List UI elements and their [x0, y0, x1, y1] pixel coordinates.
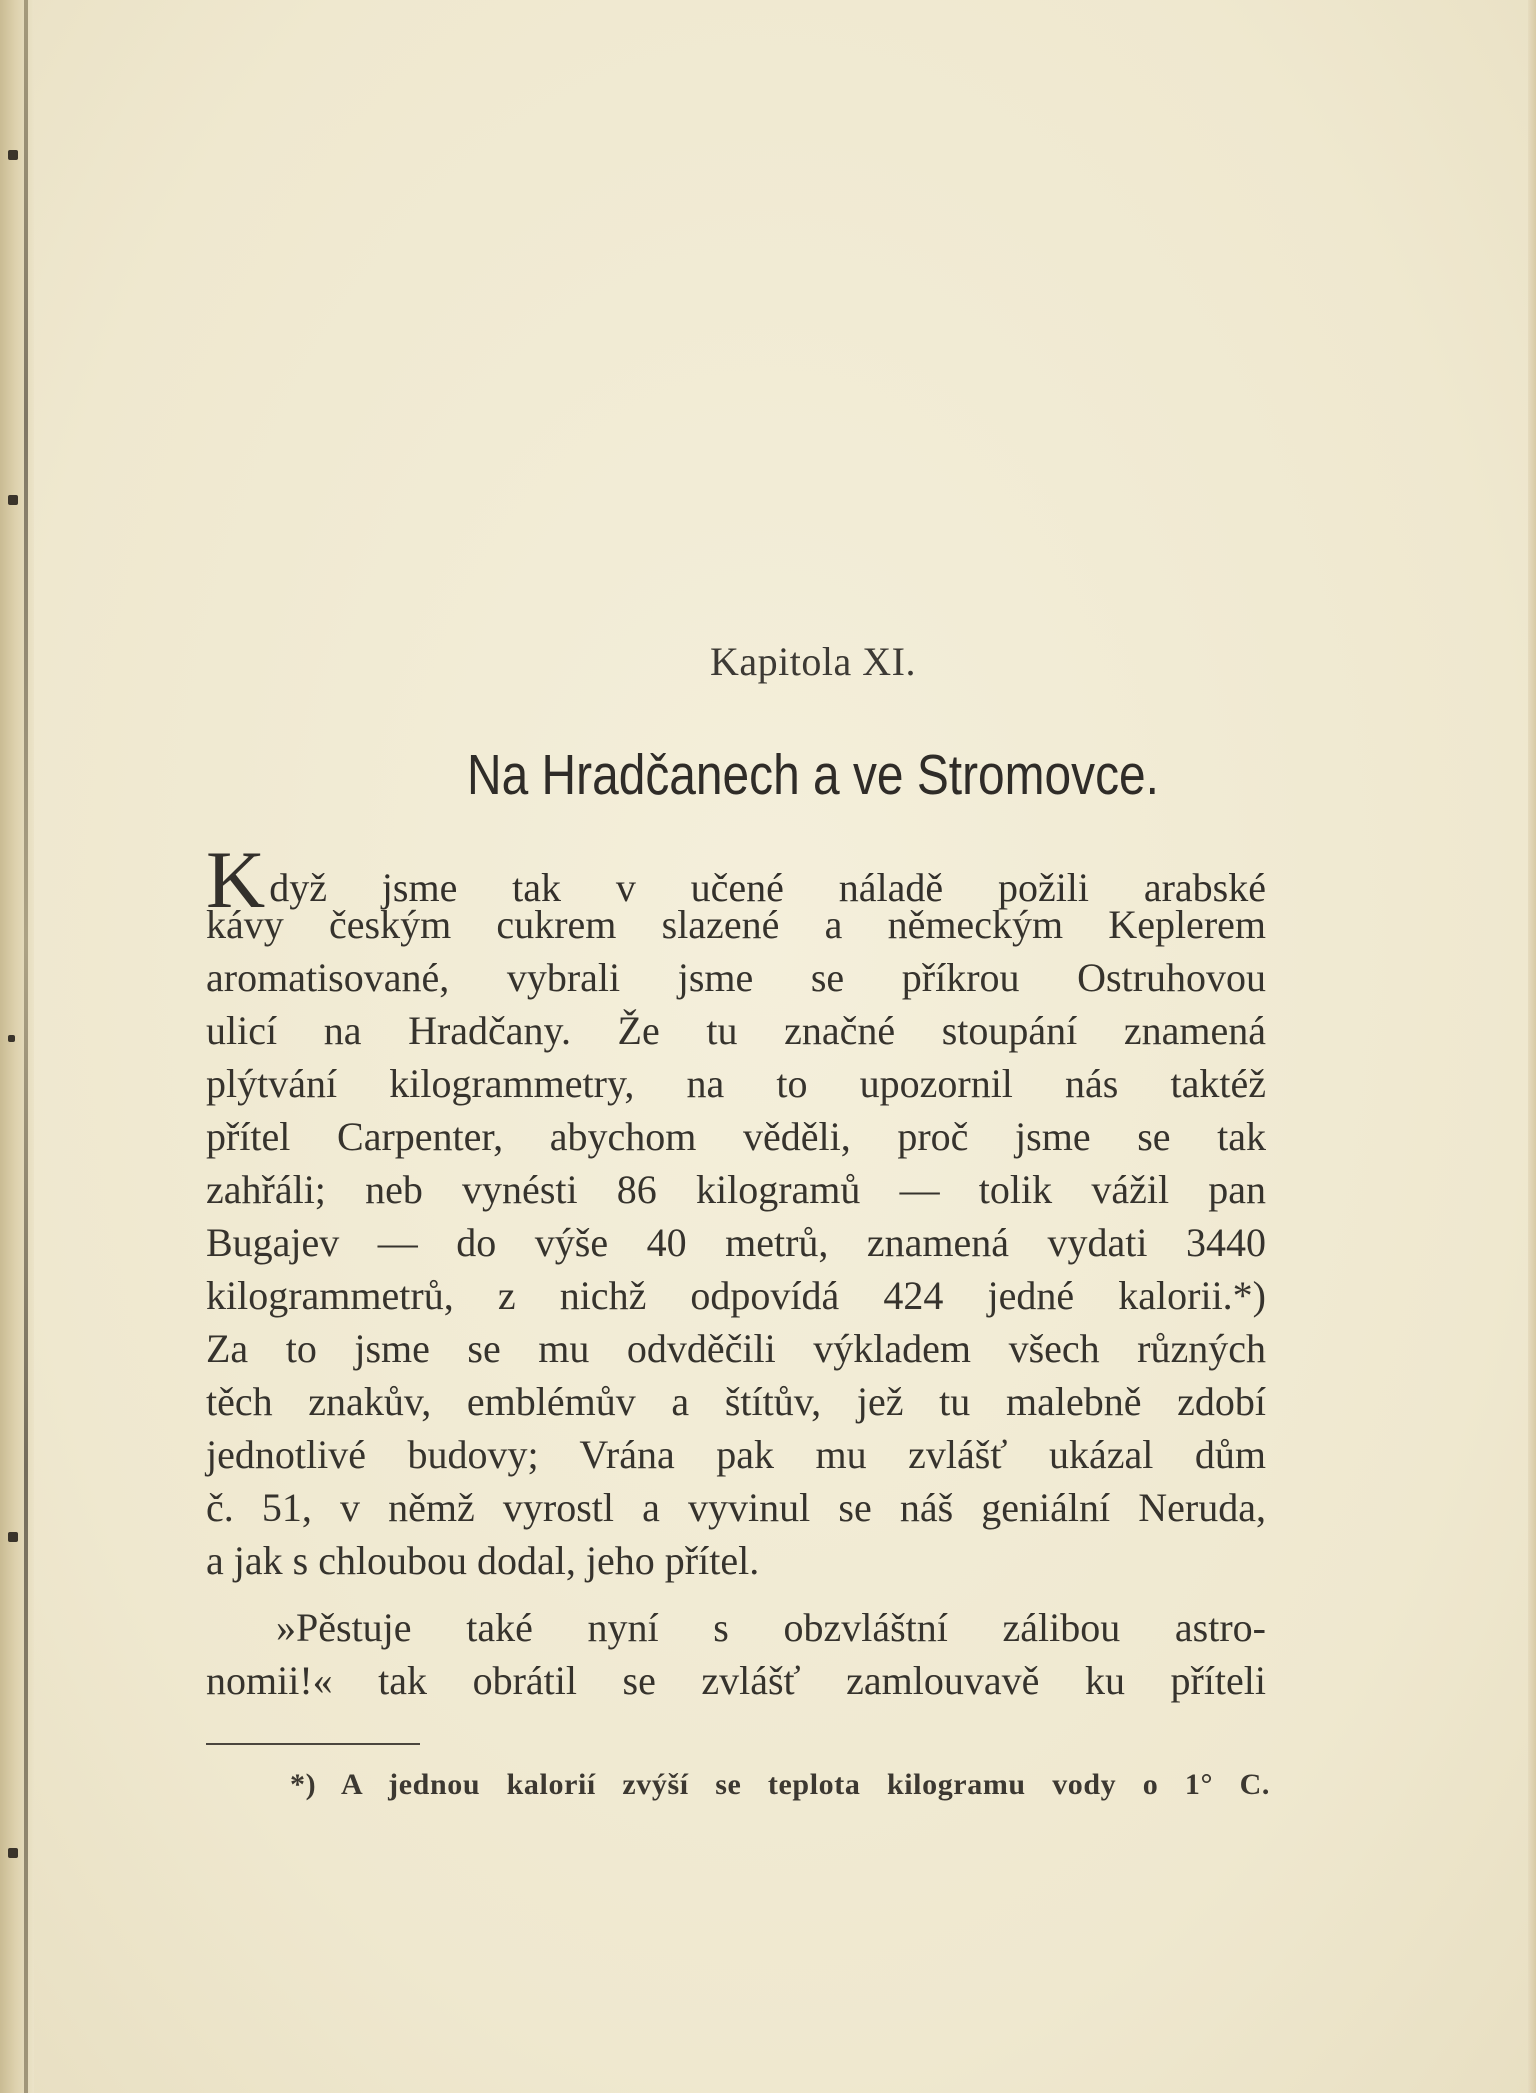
- body-text: [206, 834, 1266, 1707]
- chapter-title: Na Hradčanech a ve Stromovce.: [467, 743, 1159, 807]
- text-line: těch znakův, emblémův a štítův, jež tu malebně zdobí: [206, 1379, 1266, 1424]
- text-line: jednotlivé budovy; Vrána pak mu zvlášť ukázal dům: [206, 1432, 1266, 1477]
- binding-edge: [24, 0, 28, 2093]
- binding-mark: [8, 1035, 15, 1042]
- drop-cap: K: [206, 834, 266, 925]
- text-line: ulicí na Hradčany. Že tu značné stoupání znamená: [206, 1008, 1266, 1053]
- text-line: a jak s chloubou dodal, jeho přítel.: [206, 1538, 760, 1583]
- footnote: *) A jednou kalorií zvýší se teplota kilogramu vody o 1° C.: [290, 1768, 1270, 1801]
- text-line: Za to jsme se mu odvděčili výkladem všech různých: [206, 1326, 1266, 1371]
- text-line: Bugajev — do výše 40 metrů, znamená vydati 3440: [206, 1220, 1266, 1265]
- binding-mark: [8, 495, 18, 505]
- text-line: kilogrammetrů, z nichž odpovídá 424 jedné kalorii.*): [206, 1273, 1266, 1318]
- binding-mark: [8, 150, 18, 160]
- chapter-label: Kapitola XI.: [710, 639, 916, 684]
- page-edge: [1528, 0, 1536, 2093]
- text-line: č. 51, v němž vyrostl a vyvinul se náš geniální Neruda,: [206, 1485, 1266, 1530]
- text-line: dyž jsme tak v učené náladě požili arabské: [269, 865, 1266, 910]
- page-spine: [0, 0, 34, 2093]
- binding-mark: [8, 1848, 18, 1858]
- footnote-divider: [206, 1743, 420, 1745]
- paragraph: [206, 1601, 1266, 1707]
- text-line: plýtvání kilogrammetry, na to upozornil nás taktéž: [206, 1061, 1266, 1106]
- binding-mark: [8, 1532, 18, 1542]
- text-line: nomii!« tak obrátil se zvlášť zamlouvavě ku příteli: [206, 1658, 1266, 1703]
- text-line: zahřáli; neb vynésti 86 kilogramů — tolik vážil pan: [206, 1167, 1266, 1212]
- text-line: kávy českým cukrem slazené a německým Keplerem: [206, 902, 1266, 947]
- text-line: přítel Carpenter, abychom věděli, proč jsme se tak: [206, 1114, 1266, 1159]
- text-line: aromatisované, vybrali jsme se příkrou Ostruhovou: [206, 955, 1266, 1000]
- text-line: »Pěstuje také nyní s obzvláštní zálibou astro-: [276, 1605, 1266, 1650]
